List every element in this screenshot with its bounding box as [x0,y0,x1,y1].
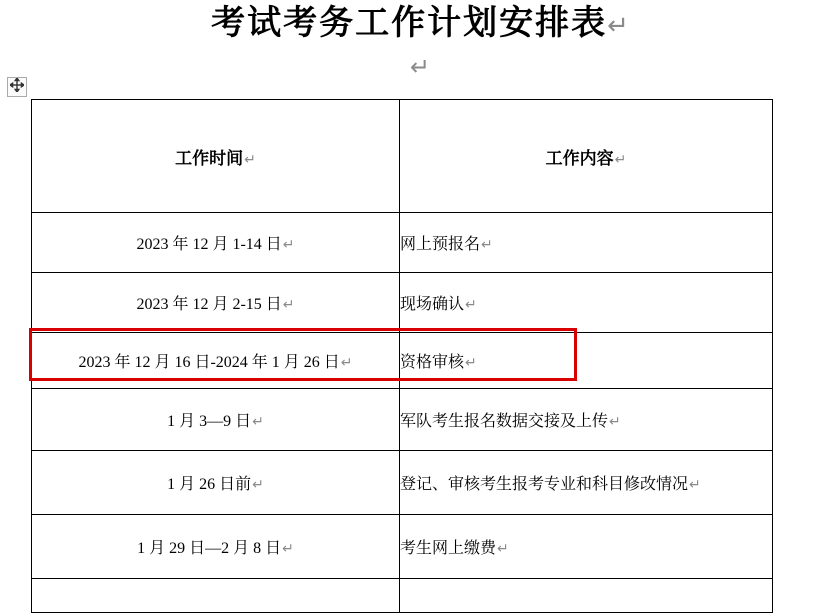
cell-end-mark-icon: ↵ [282,297,295,313]
cell-end-mark-icon: ↵ [689,477,701,493]
content-cell[interactable] [400,515,773,579]
time-cell[interactable] [32,515,400,579]
header-time-label: 工作时间 [175,148,244,168]
cell-end-mark-icon: ↵ [481,237,493,253]
table-row [32,213,773,273]
cell-end-mark-icon: ↵ [497,541,509,557]
table-row [32,273,773,333]
table-row-clipped [32,579,773,613]
header-cell-time[interactable] [32,100,400,213]
time-text: 2023 年 12 月 1-14 日 [136,236,282,253]
content-cell [400,579,773,613]
time-cell[interactable] [32,333,400,389]
cell-end-mark-icon: ↵ [465,297,477,313]
content-cell[interactable] [400,213,773,273]
page-title [0,0,840,50]
content-cell[interactable] [400,389,773,451]
empty-paragraph [0,52,840,83]
time-cell[interactable] [32,213,400,273]
time-cell[interactable] [32,451,400,515]
cell-end-mark-icon: ↵ [340,355,353,371]
schedule-table [31,99,773,613]
header-cell-content[interactable] [400,100,773,213]
content-text: 资格审核 [400,354,465,371]
table-header-row [32,100,773,213]
time-text: 1 月 3—9 日 [167,413,252,430]
cell-end-mark-icon: ↵ [609,414,621,430]
paragraph-mark-icon: ↵ [409,53,431,81]
content-cell[interactable] [400,333,773,389]
table-row [32,515,773,579]
cell-end-mark-icon: ↵ [282,237,295,253]
cell-end-mark-icon: ↵ [244,151,256,168]
time-text: 1 月 29 日—2 月 8 日 [137,540,282,557]
page-title-text: 考试考务工作计划安排表 [211,5,608,42]
content-text: 考生网上缴费 [400,540,497,557]
content-text: 现场确认 [400,296,465,313]
move-cross-icon [10,78,24,97]
content-cell[interactable] [400,273,773,333]
paragraph-mark-icon: ↵ [607,11,629,41]
content-text: 军队考生报名数据交接及上传 [400,413,609,430]
content-text: 登记、审核考生报考专业和科目修改情况 [400,476,689,493]
time-cell[interactable] [32,389,400,451]
time-text: 2023 年 12 月 2-15 日 [136,296,282,313]
time-cell[interactable] [32,273,400,333]
header-content-label: 工作内容 [545,148,614,168]
content-cell[interactable] [400,451,773,515]
time-cell [32,579,400,613]
time-text: 2023 年 12 月 16 日-2024 年 1 月 26 日 [78,354,340,371]
cell-end-mark-icon: ↵ [282,541,294,557]
time-text: 1 月 26 日前 [167,476,252,493]
table-row [32,451,773,515]
table-row [32,389,773,451]
cell-end-mark-icon: ↵ [465,355,477,371]
cell-end-mark-icon: ↵ [614,151,627,168]
table-move-handle[interactable] [7,77,27,97]
table-row-highlighted [32,333,773,389]
cell-end-mark-icon: ↵ [252,477,264,493]
cell-end-mark-icon: ↵ [252,414,264,430]
content-text: 网上预报名 [400,236,481,253]
